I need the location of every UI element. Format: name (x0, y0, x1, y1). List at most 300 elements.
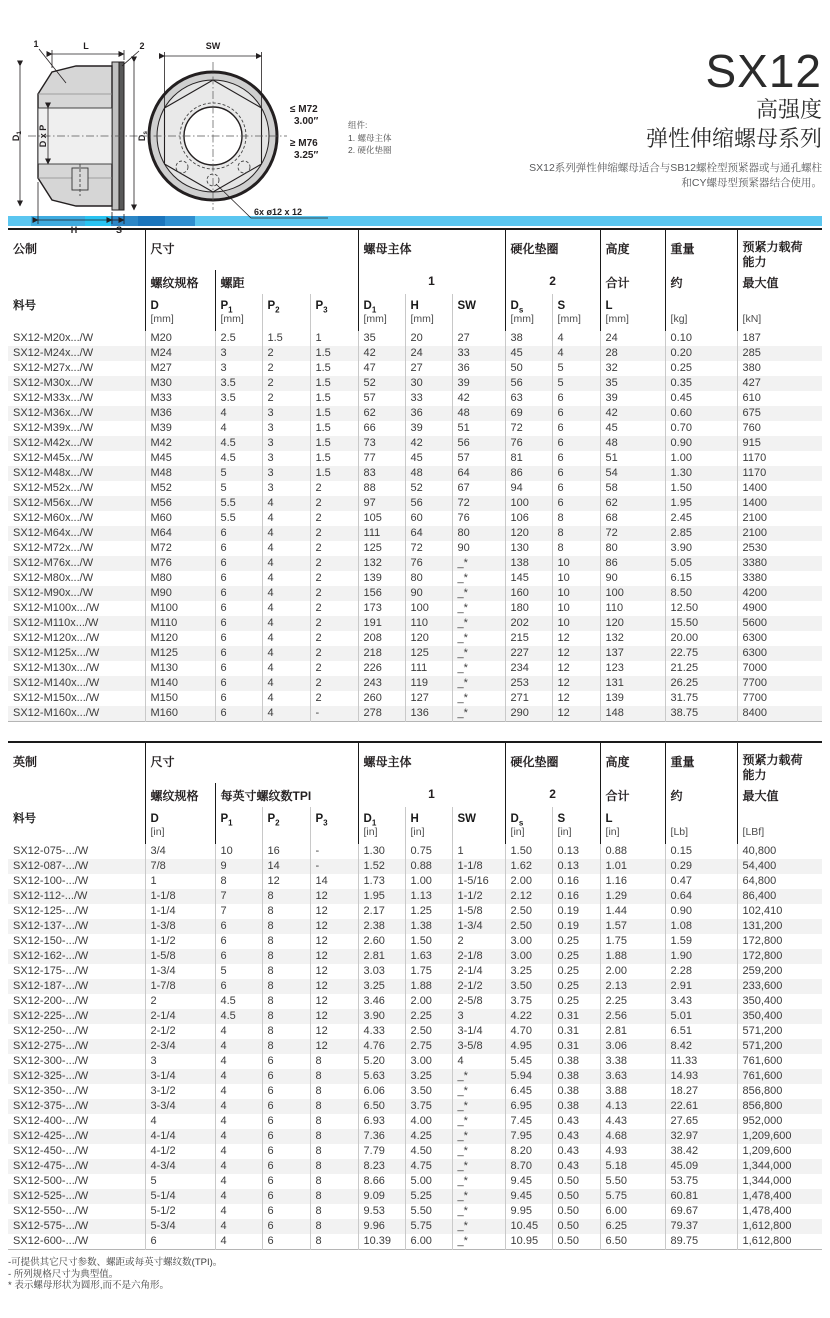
table-cell: 2.00 (505, 874, 552, 889)
table-row (8, 1234, 822, 1250)
table-cell: 38.42 (665, 1144, 737, 1159)
table-cell: M45 (145, 451, 215, 466)
table-cell: 1-5/8 (145, 949, 215, 964)
table-cell: 761,600 (737, 1054, 822, 1069)
column-header: SW (452, 807, 505, 844)
table-cell: 0.43 (552, 1114, 600, 1129)
table-cell: 8 (310, 1114, 358, 1129)
table-cell: 4.5 (215, 1009, 262, 1024)
table-cell: 42 (358, 346, 405, 361)
table-cell: 2.28 (665, 964, 737, 979)
table-cell: 5.20 (358, 1054, 405, 1069)
table-row (8, 889, 822, 904)
table-cell: 6 (215, 586, 262, 601)
table-cell: 2 (310, 601, 358, 616)
sub-total: 合计 (600, 270, 665, 294)
table-cell: 7/8 (145, 859, 215, 874)
table-cell: 12 (262, 874, 310, 889)
table-cell: 0.45 (665, 391, 737, 406)
table-cell: 4.00 (405, 1114, 452, 1129)
table-cell: 0.70 (665, 421, 737, 436)
table-cell: 5.5 (215, 511, 262, 526)
table-cell: 3 (215, 361, 262, 376)
footnote: * 表示螺母形状为圆形,而不是六角形。 (8, 1280, 169, 1292)
table-cell: 8 (262, 1024, 310, 1039)
table-cell: 6 (262, 1159, 310, 1174)
table-cell: 4.70 (505, 1024, 552, 1039)
table-cell: 2.81 (358, 949, 405, 964)
footnote: -可提供其它尺寸参数、螺距或每英寸螺纹数(TPI)。 (8, 1257, 223, 1268)
table-cell: 7000 (737, 661, 822, 676)
table-cell: 0.88 (405, 859, 452, 874)
table-cell: 15.50 (665, 616, 737, 631)
table-cell: 6.00 (405, 1234, 452, 1250)
table-cell: 68 (600, 511, 665, 526)
table-cell: 4 (262, 646, 310, 661)
size-note-large-thread: ≥ M76 (290, 138, 318, 149)
table-row (8, 376, 822, 391)
table-cell: 138 (505, 556, 552, 571)
table-cell: 8 (310, 1174, 358, 1189)
column-header: 料号 (13, 813, 36, 825)
table-cell: 4 (262, 586, 310, 601)
table-row (8, 904, 822, 919)
table-cell: 1.00 (405, 874, 452, 889)
table-cell: 0.25 (552, 964, 600, 979)
table-cell: 4.50 (405, 1144, 452, 1159)
table-cell: 0.20 (665, 346, 737, 361)
table-cell: 6 (215, 646, 262, 661)
table-cell: 6 (215, 706, 262, 722)
metric-table-body (8, 331, 822, 722)
table-cell: 60 (405, 511, 452, 526)
table-cell: 3.38 (600, 1054, 665, 1069)
table-cell: 42 (600, 406, 665, 421)
table-cell: 8 (310, 1084, 358, 1099)
table-cell: 0.31 (552, 1024, 600, 1039)
table-cell: 7700 (737, 676, 822, 691)
page-title: SX12 (705, 45, 822, 97)
table-cell: 48 (452, 406, 505, 421)
table-cell: 1-1/2 (452, 889, 505, 904)
table-row (8, 1129, 822, 1144)
group-height: 高度 (600, 742, 665, 783)
table-cell: 6.15 (665, 571, 737, 586)
table-cell: 350,400 (737, 1009, 822, 1024)
sub-header-row (8, 270, 822, 294)
table-cell: 102,410 (737, 904, 822, 919)
component-2: 2. 硬化垫圈 (348, 145, 392, 155)
table-cell: 290 (505, 706, 552, 722)
title-block (520, 45, 822, 191)
table-cell: 2 (310, 541, 358, 556)
table-row (8, 706, 822, 722)
table-cell: 106 (505, 511, 552, 526)
table-cell: 6.00 (600, 1204, 665, 1219)
table-cell: 1-1/8 (452, 859, 505, 874)
table-cell: 100 (600, 586, 665, 601)
table-cell: SX12-150-.../W (13, 935, 89, 947)
table-cell: 5.05 (665, 556, 737, 571)
table-cell: M42 (145, 436, 215, 451)
table-cell: 4 (262, 691, 310, 706)
table-cell: 24 (405, 346, 452, 361)
table-cell: 3.5 (215, 391, 262, 406)
table-cell: 131 (600, 676, 665, 691)
table-cell: 2.13 (600, 979, 665, 994)
imperial-table-body (8, 844, 822, 1250)
table-cell: 8 (310, 1219, 358, 1234)
table-cell: SX12-550-.../W (13, 1205, 89, 1217)
table-cell: 3-1/4 (145, 1069, 215, 1084)
table-cell: 10 (552, 586, 600, 601)
table-cell: 915 (737, 436, 822, 451)
table-cell: 45.09 (665, 1159, 737, 1174)
column-header: L [mm] (600, 294, 665, 331)
table-cell: 8 (310, 1204, 358, 1219)
table-cell: 4 (215, 1039, 262, 1054)
table-cell: 856,800 (737, 1084, 822, 1099)
table-cell: 4 (262, 526, 310, 541)
table-cell: 5 (215, 964, 262, 979)
table-cell: 5.45 (505, 1054, 552, 1069)
table-cell: 39 (405, 421, 452, 436)
table-cell: 119 (405, 676, 452, 691)
table-cell: _* (452, 601, 505, 616)
table-cell: 6 (215, 934, 262, 949)
table-cell: 127 (405, 691, 452, 706)
table-cell: 3 (262, 421, 310, 436)
table-cell: M150 (145, 691, 215, 706)
table-cell: 3380 (737, 556, 822, 571)
table-cell: 35 (358, 331, 405, 346)
table-cell: 3.50 (505, 979, 552, 994)
table-cell: 5.00 (405, 1174, 452, 1189)
table-cell: 1-5/8 (452, 904, 505, 919)
table-cell: SX12-M48x.../W (13, 467, 94, 479)
table-cell: 9.96 (358, 1219, 405, 1234)
table-cell: - (310, 859, 358, 874)
table-cell: _* (452, 586, 505, 601)
table-cell: 33 (405, 391, 452, 406)
table-cell: M56 (145, 496, 215, 511)
table-cell: 215 (505, 631, 552, 646)
table-cell: M90 (145, 586, 215, 601)
table-cell: 0.29 (665, 859, 737, 874)
table-cell: 10 (552, 616, 600, 631)
table-cell: M27 (145, 361, 215, 376)
table-cell: 100 (405, 601, 452, 616)
table-cell: 12 (310, 979, 358, 994)
table-cell: M120 (145, 631, 215, 646)
table-cell: 97 (358, 496, 405, 511)
table-cell: SX12-M72x.../W (13, 542, 94, 554)
sub-approx: 约 (665, 783, 737, 807)
table-cell: M80 (145, 571, 215, 586)
table-cell: 5.5 (215, 496, 262, 511)
table-cell: 4200 (737, 586, 822, 601)
table-row (8, 949, 822, 964)
table-cell: 675 (737, 406, 822, 421)
table-cell: 8 (262, 1009, 310, 1024)
front-view (139, 41, 328, 218)
table-cell: 8.70 (505, 1159, 552, 1174)
table-cell: 2 (310, 631, 358, 646)
table-cell: 6 (552, 466, 600, 481)
group-preload: 预紧力载荷能力 (737, 229, 822, 270)
table-cell: 2.25 (405, 1009, 452, 1024)
table-cell: 1.30 (665, 466, 737, 481)
table-cell: 6 (262, 1069, 310, 1084)
table-cell: 45 (600, 421, 665, 436)
table-cell: 1.5 (310, 361, 358, 376)
table-cell: 0.43 (552, 1129, 600, 1144)
table-cell: 172,800 (737, 934, 822, 949)
table-cell: 6 (262, 1219, 310, 1234)
table-cell: 10 (215, 844, 262, 859)
table-cell: 12 (310, 1024, 358, 1039)
table-row (8, 436, 822, 451)
series-description: SX12系列弹性伸缩螺母适合与SB12螺栓型预紧器或与通孔螺柱和CY螺母型预紧器结合使用。 (529, 161, 822, 189)
table-cell: 3.25 (405, 1069, 452, 1084)
table-cell: 0.50 (552, 1234, 600, 1250)
table-cell: _* (452, 1159, 505, 1174)
sub-washer-number: 2 (505, 783, 600, 807)
table-cell: 1400 (737, 481, 822, 496)
table-cell: 1.50 (665, 481, 737, 496)
table-cell: 3.46 (358, 994, 405, 1009)
table-cell: 2 (262, 361, 310, 376)
table-row (8, 1084, 822, 1099)
footnotes (8, 1257, 822, 1292)
table-cell: 3 (452, 1009, 505, 1024)
table-cell: 0.75 (405, 844, 452, 859)
sub-approx: 约 (665, 270, 737, 294)
table-cell: 6 (215, 601, 262, 616)
table-cell: 38.75 (665, 706, 737, 722)
table-cell: 79.37 (665, 1219, 737, 1234)
table-row (8, 346, 822, 361)
table-cell: 5 (145, 1174, 215, 1189)
table-row (8, 541, 822, 556)
table-cell: 12 (552, 661, 600, 676)
table-cell: 6.25 (600, 1219, 665, 1234)
table-cell: 0.10 (665, 331, 737, 346)
table-cell: 3.5 (215, 376, 262, 391)
table-cell: 6 (145, 1234, 215, 1250)
table-row (8, 1189, 822, 1204)
table-cell: 243 (358, 676, 405, 691)
table-cell: 1-7/8 (145, 979, 215, 994)
table-cell: 2-5/8 (452, 994, 505, 1009)
table-cell: 0.43 (552, 1159, 600, 1174)
table-cell: 4.95 (505, 1039, 552, 1054)
table-cell: _* (452, 676, 505, 691)
table-cell: 2 (145, 994, 215, 1009)
table-cell: 3-3/4 (145, 1099, 215, 1114)
table-cell: _* (452, 571, 505, 586)
column-header: [kg] (665, 294, 737, 331)
table-cell: SX12-125-.../W (13, 905, 89, 917)
table-cell: 40,800 (737, 844, 822, 859)
group-washer: 硬化垫圈 (505, 229, 600, 270)
table-cell: 5.75 (405, 1219, 452, 1234)
table-cell: SX12-M80x.../W (13, 572, 94, 584)
table-cell: 137 (600, 646, 665, 661)
table-cell: 2.5 (215, 331, 262, 346)
table-cell: 120 (600, 616, 665, 631)
table-cell: 63 (505, 391, 552, 406)
table-cell: _* (452, 706, 505, 722)
table-cell: 4 (215, 1054, 262, 1069)
table-cell: 4 (262, 601, 310, 616)
table-row (8, 1069, 822, 1084)
table-row (8, 1144, 822, 1159)
table-cell: 1.30 (358, 844, 405, 859)
table-cell: 105 (358, 511, 405, 526)
table-cell: SX12-600-.../W (13, 1235, 89, 1247)
table-cell: _* (452, 1099, 505, 1114)
table-cell: 4 (262, 616, 310, 631)
table-cell: SX12-400-.../W (13, 1115, 89, 1127)
table-cell: SX12-075-.../W (13, 845, 89, 857)
table-cell: 259,200 (737, 964, 822, 979)
table-cell: 8 (310, 1099, 358, 1114)
table-cell: 0.25 (552, 934, 600, 949)
table-cell: 30 (405, 376, 452, 391)
table-cell: 1,478,400 (737, 1204, 822, 1219)
table-cell: 253 (505, 676, 552, 691)
group-weight: 重量 (665, 742, 737, 783)
table-cell: 2 (310, 571, 358, 586)
table-cell: 1,344,000 (737, 1174, 822, 1189)
table-cell: 2.17 (358, 904, 405, 919)
group-weight: 重量 (665, 229, 737, 270)
dim-s-label: S (115, 225, 123, 235)
table-cell: 0.38 (552, 1084, 600, 1099)
table-cell: 4 (215, 421, 262, 436)
table-row (8, 331, 822, 346)
table-cell: SX12-M125x.../W (13, 647, 100, 659)
table-cell: 3.50 (405, 1084, 452, 1099)
table-cell: 72 (405, 541, 452, 556)
size-note-large-inch: 3.25″ (294, 150, 319, 161)
table-cell: M39 (145, 421, 215, 436)
table-cell: M52 (145, 481, 215, 496)
table-cell: SX12-375-.../W (13, 1100, 89, 1112)
size-note-small-inch: 3.00″ (294, 116, 319, 127)
table-cell: 6.50 (600, 1234, 665, 1250)
table-cell: 0.35 (665, 376, 737, 391)
table-cell: SX12-M110x.../W (13, 617, 99, 629)
table-cell: 4.68 (600, 1129, 665, 1144)
table-cell: _* (452, 1219, 505, 1234)
table-cell: 148 (600, 706, 665, 722)
table-cell: 0.25 (552, 979, 600, 994)
table-cell: 8 (262, 919, 310, 934)
table-cell: 4-1/4 (145, 1129, 215, 1144)
table-cell: 2.50 (505, 919, 552, 934)
table-row (8, 556, 822, 571)
table-cell: 7.95 (505, 1129, 552, 1144)
table-cell: 4 (262, 661, 310, 676)
metric-table (8, 228, 822, 722)
table-cell: 22.75 (665, 646, 737, 661)
column-header: $P_1$ [mm] (215, 294, 262, 331)
table-cell: 132 (600, 631, 665, 646)
table-cell: M140 (145, 676, 215, 691)
table-cell: SX12-M20x.../W (13, 332, 94, 344)
table-cell: 2 (310, 556, 358, 571)
table-cell: 2 (262, 376, 310, 391)
table-cell: 7.45 (505, 1114, 552, 1129)
table-cell: SX12-M33x.../W (13, 392, 94, 404)
table-row (8, 1039, 822, 1054)
table-cell: 12 (310, 934, 358, 949)
table-cell: _* (452, 691, 505, 706)
table-cell: 8 (310, 1189, 358, 1204)
table-cell: 3.90 (358, 1009, 405, 1024)
table-row (8, 859, 822, 874)
table-cell: 8 (310, 1129, 358, 1144)
table-cell: 39 (452, 376, 505, 391)
table-cell: 131,200 (737, 919, 822, 934)
table-cell: SX12-450-.../W (13, 1145, 89, 1157)
table-cell: 36 (452, 361, 505, 376)
table-cell: 0.13 (552, 859, 600, 874)
sub-header-row (8, 783, 822, 807)
table-cell: 233,600 (737, 979, 822, 994)
table-cell: 1.00 (665, 451, 737, 466)
column-header: $P_2$ (262, 807, 310, 844)
table-cell: 6 (215, 616, 262, 631)
table-cell: 2.00 (405, 994, 452, 1009)
table-cell: 6 (215, 556, 262, 571)
table-cell: 3.00 (505, 949, 552, 964)
table-cell: 202 (505, 616, 552, 631)
table-cell: 52 (405, 481, 452, 496)
table-cell: 4 (215, 1069, 262, 1084)
table-cell: SX12-M39x.../W (13, 422, 94, 434)
column-header: $P_3$ (310, 294, 358, 331)
table-cell: 6 (262, 1099, 310, 1114)
table-cell: 1.44 (600, 904, 665, 919)
table-cell: 6 (215, 571, 262, 586)
table-cell: _* (452, 1174, 505, 1189)
table-cell: 1-3/8 (145, 919, 215, 934)
table-cell: 26.25 (665, 676, 737, 691)
table-cell: 2-1/2 (452, 979, 505, 994)
table-cell: 260 (358, 691, 405, 706)
table-cell: 57 (452, 451, 505, 466)
table-cell: 1.5 (310, 391, 358, 406)
table-cell: 952,000 (737, 1114, 822, 1129)
table-row (8, 466, 822, 481)
table-cell: 760 (737, 421, 822, 436)
table-cell: M48 (145, 466, 215, 481)
sub-max: 最大值 (737, 270, 822, 294)
table-cell: 1-5/16 (452, 874, 505, 889)
table-cell: 3 (262, 481, 310, 496)
table-cell: _* (452, 1144, 505, 1159)
table-cell: 761,600 (737, 1069, 822, 1084)
dim-sw-label: SW (205, 41, 221, 51)
table-cell: 8 (262, 994, 310, 1009)
table-row (8, 511, 822, 526)
table-cell: 0.50 (552, 1204, 600, 1219)
table-cell: 12 (552, 631, 600, 646)
table-cell: 6 (262, 1114, 310, 1129)
